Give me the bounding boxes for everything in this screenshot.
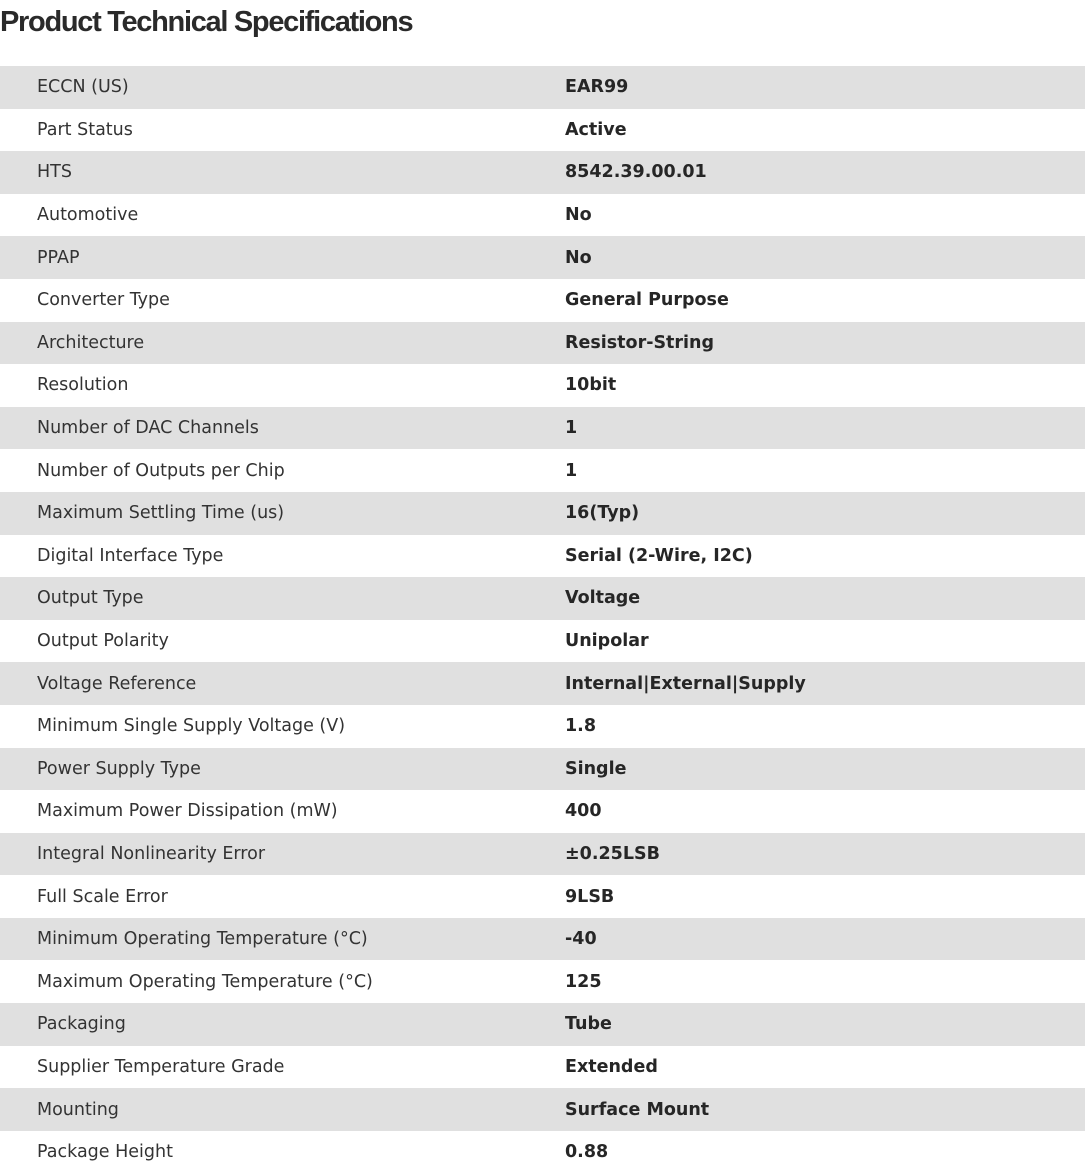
spec-value: 10bit (565, 375, 617, 396)
spec-row (0, 364, 1085, 407)
spec-label: Converter Type (37, 290, 170, 311)
spec-value: 16(Typ) (565, 503, 640, 524)
spec-value: 400 (565, 801, 602, 822)
spec-label: Part Status (37, 119, 133, 140)
spec-label: Number of Outputs per Chip (37, 460, 285, 481)
spec-row (0, 66, 1085, 109)
spec-row (0, 620, 1085, 663)
spec-row (0, 279, 1085, 322)
spec-row (0, 577, 1085, 620)
spec-value: -40 (565, 929, 597, 950)
spec-value: General Purpose (565, 290, 729, 311)
spec-value: Unipolar (565, 631, 649, 652)
spec-value: 9LSB (565, 886, 615, 907)
spec-table (0, 66, 1085, 1173)
spec-label: Power Supply Type (37, 758, 201, 779)
spec-row (0, 407, 1085, 450)
spec-value: Active (565, 119, 627, 140)
spec-row (0, 748, 1085, 791)
spec-label: Architecture (37, 332, 145, 353)
spec-label: Supplier Temperature Grade (37, 1056, 285, 1077)
spec-row (0, 960, 1085, 1003)
spec-label: Maximum Operating Temperature (°C) (37, 971, 373, 992)
spec-label: Package Height (37, 1142, 173, 1163)
spec-value: Voltage (565, 588, 641, 609)
spec-value: 125 (565, 971, 602, 992)
spec-row (0, 833, 1085, 876)
spec-row (0, 449, 1085, 492)
spec-row (0, 535, 1085, 578)
spec-row (0, 1088, 1085, 1131)
spec-label: Output Type (37, 588, 144, 609)
spec-row (0, 151, 1085, 194)
spec-value: No (565, 247, 592, 268)
spec-value: 1 (565, 460, 578, 481)
spec-label: Mounting (37, 1099, 119, 1120)
spec-row (0, 109, 1085, 152)
spec-label: Output Polarity (37, 631, 169, 652)
spec-label: Minimum Operating Temperature (°C) (37, 929, 368, 950)
spec-label: Voltage Reference (37, 673, 197, 694)
spec-row (0, 194, 1085, 237)
spec-row (0, 322, 1085, 365)
spec-row (0, 918, 1085, 961)
spec-row (0, 1003, 1085, 1046)
spec-value: Extended (565, 1056, 658, 1077)
spec-row (0, 790, 1085, 833)
spec-row (0, 662, 1085, 705)
spec-label: Integral Nonlinearity Error (37, 843, 266, 864)
spec-value: No (565, 205, 592, 226)
spec-label: Automotive (37, 205, 139, 226)
spec-label: PPAP (37, 247, 80, 268)
spec-value: 1 (565, 418, 578, 439)
spec-label: Number of DAC Channels (37, 418, 259, 439)
spec-row (0, 875, 1085, 918)
spec-value: Tube (565, 1014, 612, 1035)
spec-row (0, 1131, 1085, 1173)
spec-label: HTS (37, 162, 72, 183)
spec-value: EAR99 (565, 77, 629, 98)
spec-value: Internal|External|Supply (565, 673, 806, 694)
page-title: Product Technical Specifications (0, 6, 413, 38)
spec-table-body (0, 66, 1085, 1173)
spec-value: Single (565, 758, 627, 779)
spec-label: Maximum Power Dissipation (mW) (37, 801, 338, 822)
spec-row (0, 236, 1085, 279)
spec-label: Digital Interface Type (37, 545, 224, 566)
spec-value: Serial (2-Wire, I2C) (565, 545, 753, 566)
spec-value: 1.8 (565, 716, 597, 737)
spec-row (0, 492, 1085, 535)
spec-row (0, 1046, 1085, 1089)
spec-label: ECCN (US) (37, 77, 129, 98)
spec-value: Surface Mount (565, 1099, 710, 1120)
spec-label: Full Scale Error (37, 886, 168, 907)
spec-value: 8542.39.00.01 (565, 162, 707, 183)
spec-row (0, 705, 1085, 748)
spec-value: Resistor-String (565, 332, 715, 353)
spec-label: Maximum Settling Time (us) (37, 503, 285, 524)
spec-label: Packaging (37, 1014, 126, 1035)
spec-value: ±0.25LSB (565, 843, 660, 864)
spec-label: Minimum Single Supply Voltage (V) (37, 716, 346, 737)
spec-value: 0.88 (565, 1142, 609, 1163)
spec-label: Resolution (37, 375, 129, 396)
